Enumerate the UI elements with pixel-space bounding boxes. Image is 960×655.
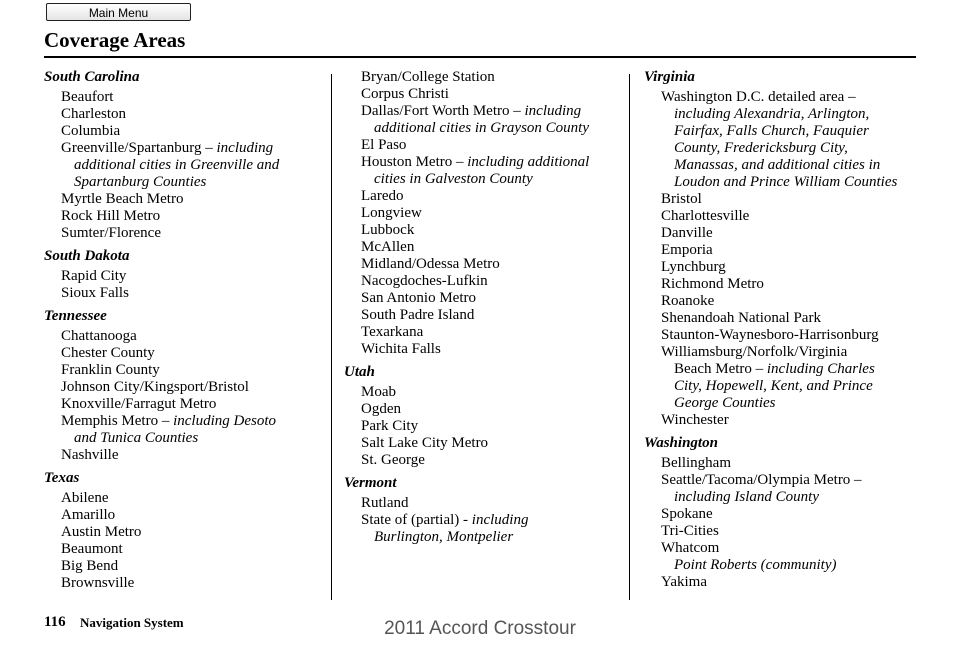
city-name: Corpus Christi <box>361 86 449 102</box>
city-item <box>44 558 324 575</box>
city-name: Austin Metro <box>61 524 142 540</box>
city-item <box>644 259 924 276</box>
city-name: Chattanooga <box>61 328 137 344</box>
city-name: Brownsville <box>61 575 135 591</box>
city-item <box>44 345 324 362</box>
city-name: Greenville/Spartanburg – <box>61 140 217 156</box>
city-name: Knoxville/Farragut Metro <box>61 396 217 412</box>
city-name: Richmond Metro <box>661 276 764 292</box>
city-note-line: Fairfax, Falls Church, Fauquier <box>674 123 869 139</box>
city-name: Park City <box>361 418 419 434</box>
city-name: Salt Lake City Metro <box>361 435 489 451</box>
city-note: including additional <box>467 154 590 170</box>
city-note-line: George Counties <box>674 395 776 411</box>
city-name: Longview <box>361 205 422 221</box>
city-name: Ogden <box>361 401 401 417</box>
city-item <box>344 324 622 341</box>
city-item <box>644 361 924 378</box>
city-item <box>644 208 924 225</box>
city-note-line: Spartanburg Counties <box>74 174 207 190</box>
city-note-line: Manassas, and additional cities in <box>674 157 881 173</box>
city-name: Bellingham <box>661 455 731 471</box>
title-rule <box>44 56 916 58</box>
city-item <box>644 225 924 242</box>
city-item <box>344 137 622 154</box>
city-name: Amarillo <box>61 507 116 523</box>
city-name: Chester County <box>61 345 155 361</box>
state-group <box>344 69 622 358</box>
city-name: Rock Hill Metro <box>61 208 161 224</box>
city-item <box>644 89 924 106</box>
city-item <box>344 307 622 324</box>
state-heading: Washington <box>644 435 718 451</box>
city-item <box>44 541 324 558</box>
city-item <box>44 89 324 106</box>
city-item <box>344 495 622 512</box>
state-heading: Vermont <box>344 475 397 491</box>
city-item <box>344 418 622 435</box>
state-heading: Tennessee <box>44 308 107 324</box>
page-title: Coverage Areas <box>44 28 186 52</box>
city-name: McAllen <box>361 239 415 255</box>
city-item <box>344 452 622 469</box>
city-item <box>44 123 324 140</box>
city-item <box>344 256 622 273</box>
section-name: Navigation System <box>80 615 184 630</box>
state-group <box>344 364 622 469</box>
city-note-line: Point Roberts (community) <box>674 557 837 573</box>
city-item <box>644 540 924 557</box>
state-group <box>44 248 324 302</box>
city-item <box>644 310 924 327</box>
watermark: 2011 Accord Crosstour <box>384 618 576 639</box>
city-note-line: City, Hopewell, Kent, and Prince <box>674 378 873 394</box>
state-group <box>44 308 324 464</box>
city-name: Nashville <box>61 447 119 463</box>
city-name: Dallas/Fort Worth Metro – <box>361 103 525 119</box>
city-name: Beaufort <box>61 89 114 105</box>
city-name: Midland/Odessa Metro <box>361 256 500 272</box>
city-name: Washington D.C. detailed area – <box>661 89 856 105</box>
city-name: Lubbock <box>361 222 415 238</box>
state-group <box>44 69 324 242</box>
city-item <box>344 435 622 452</box>
city-name: Rapid City <box>61 268 127 284</box>
city-item <box>644 412 924 429</box>
main-menu-button[interactable]: Main Menu <box>46 3 191 21</box>
city-name: Rutland <box>361 495 409 511</box>
city-item <box>644 242 924 259</box>
city-name: Franklin County <box>61 362 160 378</box>
city-item <box>44 285 324 302</box>
state-heading: Texas <box>44 470 80 486</box>
city-name: Moab <box>361 384 396 400</box>
city-note: including Charles <box>766 361 875 377</box>
city-item <box>644 327 924 344</box>
state-heading: Virginia <box>644 69 695 85</box>
page-number: 116 <box>44 614 66 630</box>
city-name: Sumter/Florence <box>61 225 161 241</box>
city-item <box>44 447 324 464</box>
city-item <box>344 188 622 205</box>
city-item <box>644 574 924 591</box>
city-item <box>644 344 924 361</box>
city-item <box>44 413 324 430</box>
city-item <box>344 512 622 529</box>
city-item <box>44 507 324 524</box>
city-name: Williamsburg/Norfolk/Virginia <box>661 344 848 360</box>
city-name: Abilene <box>61 490 109 506</box>
city-item <box>344 401 622 418</box>
city-name: Danville <box>661 225 713 241</box>
city-item <box>44 208 324 225</box>
city-name: Wichita Falls <box>361 341 441 357</box>
city-name: St. George <box>361 452 425 468</box>
city-note-line: Burlington, Montpelier <box>374 529 514 545</box>
city-note-line: cities in Galveston County <box>374 171 533 187</box>
city-name: Staunton-Waynesboro-Harrisonburg <box>661 327 879 343</box>
coverage-column-3 <box>644 69 924 597</box>
state-group <box>644 69 924 429</box>
city-item <box>44 191 324 208</box>
city-note: including <box>524 103 582 119</box>
city-item <box>644 276 924 293</box>
city-item <box>344 239 622 256</box>
column-divider-2 <box>629 74 630 600</box>
city-item <box>644 191 924 208</box>
city-note-line: County, Fredericksburg City, <box>674 140 848 156</box>
city-name: Texarkana <box>361 324 424 340</box>
city-name: San Antonio Metro <box>361 290 476 306</box>
city-name: Charlottesville <box>661 208 750 224</box>
city-item <box>344 290 622 307</box>
city-note-line: Loudon and Prince William Counties <box>674 174 898 190</box>
city-name: Roanoke <box>661 293 715 309</box>
city-item <box>44 524 324 541</box>
city-name: Whatcom <box>661 540 720 556</box>
city-item <box>644 523 924 540</box>
city-item <box>344 103 622 120</box>
city-item <box>44 396 324 413</box>
city-name: South Padre Island <box>361 307 475 323</box>
city-item <box>344 222 622 239</box>
city-item <box>44 362 324 379</box>
city-item <box>344 205 622 222</box>
city-name: Bristol <box>661 191 702 207</box>
coverage-column-2 <box>344 69 622 552</box>
city-note-line: additional cities in Grayson County <box>374 120 589 136</box>
city-name: Winchester <box>661 412 729 428</box>
city-item <box>644 293 924 310</box>
city-name: Myrtle Beach Metro <box>61 191 184 207</box>
city-name: Tri-Cities <box>661 523 719 539</box>
city-note-line: and Tunica Counties <box>74 430 199 446</box>
city-item <box>344 154 622 171</box>
state-group <box>44 470 324 592</box>
city-name: Emporia <box>661 242 713 258</box>
city-item <box>644 506 924 523</box>
city-item <box>44 379 324 396</box>
city-item <box>44 225 324 242</box>
city-name: Beach Metro – <box>674 361 767 377</box>
city-item <box>344 384 622 401</box>
state-group <box>644 435 924 591</box>
city-item <box>344 273 622 290</box>
city-name: Shenandoah National Park <box>661 310 821 326</box>
city-item <box>44 575 324 592</box>
state-heading: Utah <box>344 364 375 380</box>
city-name: Big Bend <box>61 558 119 574</box>
city-note: including <box>471 512 529 528</box>
city-name: Spokane <box>661 506 713 522</box>
coverage-column-1 <box>44 69 324 598</box>
city-name: Columbia <box>61 123 121 139</box>
city-item <box>44 140 324 157</box>
state-group <box>344 475 622 546</box>
city-note: including <box>216 140 274 156</box>
city-name: Memphis Metro – <box>61 413 174 429</box>
city-note-line: including Island County <box>674 489 819 505</box>
city-name: Charleston <box>61 106 126 122</box>
city-name: Sioux Falls <box>61 285 129 301</box>
state-heading: South Dakota <box>44 248 130 264</box>
city-item <box>644 455 924 472</box>
column-divider-1 <box>331 74 332 600</box>
city-name: Yakima <box>661 574 707 590</box>
city-note-line: additional cities in Greenville and <box>74 157 280 173</box>
city-item <box>644 472 924 489</box>
state-heading: South Carolina <box>44 69 140 85</box>
city-note-line: including Alexandria, Arlington, <box>674 106 870 122</box>
city-name: State of (partial) - <box>361 512 472 528</box>
city-item <box>344 341 622 358</box>
city-item <box>344 69 622 86</box>
city-note: including Desoto <box>173 413 276 429</box>
city-name: Lynchburg <box>661 259 726 275</box>
city-name: Laredo <box>361 188 404 204</box>
city-name: Seattle/Tacoma/Olympia Metro – <box>661 472 862 488</box>
city-name: Johnson City/Kingsport/Bristol <box>61 379 249 395</box>
city-item <box>44 106 324 123</box>
city-item <box>44 268 324 285</box>
city-name: Beaumont <box>61 541 123 557</box>
city-name: Houston Metro – <box>361 154 468 170</box>
city-item <box>44 490 324 507</box>
city-name: Bryan/College Station <box>361 69 495 85</box>
city-item <box>44 328 324 345</box>
city-name: Nacogdoches-Lufkin <box>361 273 488 289</box>
city-item <box>344 86 622 103</box>
city-name: El Paso <box>361 137 407 153</box>
